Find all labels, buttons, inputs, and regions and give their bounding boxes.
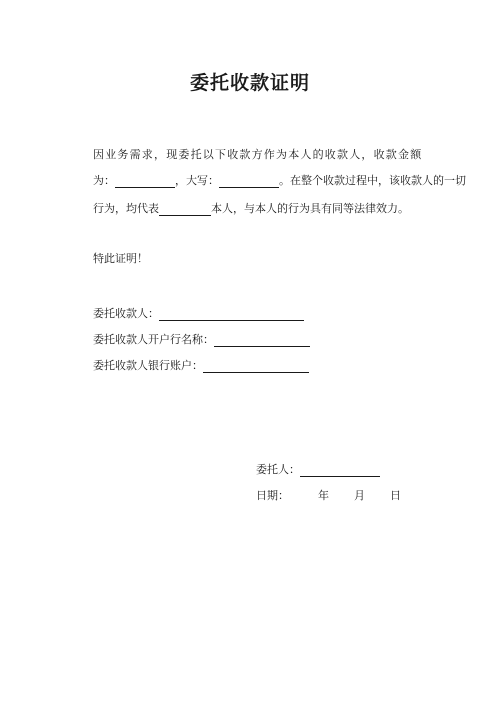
payee-name-row — [93, 305, 304, 321]
page-title: 委托收款证明 — [189, 72, 310, 94]
payee-name-field[interactable] — [159, 308, 304, 321]
principal-signature-field[interactable] — [300, 464, 380, 477]
bank-account-field[interactable] — [203, 360, 309, 373]
body-text-3b: 本人，与本人的行为具有同等法律效力。 — [211, 202, 409, 215]
body-text-3a: 行为，均代表 — [93, 202, 159, 215]
body-line-2 — [93, 172, 466, 188]
date-month-label: 月 — [354, 489, 365, 502]
body-text-1: 因业务需求，现委托以下收款方作为本人的收款人，收款金额 — [93, 148, 423, 161]
bank-account-row — [93, 357, 309, 373]
represent-blank[interactable] — [159, 203, 211, 216]
body-line-1 — [93, 146, 422, 162]
date-row — [256, 487, 401, 503]
closing-text: 特此证明！ — [93, 252, 148, 265]
principal-row — [256, 461, 380, 477]
body-text-2b: ，大写： — [175, 174, 219, 187]
bank-name-row — [93, 331, 310, 347]
date-year-label: 年 — [318, 489, 329, 502]
payee-name-label: 委托收款人： — [93, 307, 159, 320]
bank-name-field[interactable] — [214, 334, 310, 347]
date-day-label: 日 — [390, 489, 401, 502]
bank-account-label: 委托收款人银行账户： — [93, 359, 203, 372]
body-line-3 — [93, 200, 409, 216]
bank-name-label: 委托收款人开户行名称： — [93, 333, 214, 346]
date-label: 日期： — [256, 489, 289, 502]
body-text-2c: 。在整个收款过程中，该收款人的一切 — [279, 174, 466, 187]
principal-label: 委托人： — [256, 463, 300, 476]
body-text-2a: 为： — [93, 174, 115, 187]
amount-uppercase-blank[interactable] — [219, 175, 279, 188]
amount-blank[interactable] — [115, 175, 175, 188]
